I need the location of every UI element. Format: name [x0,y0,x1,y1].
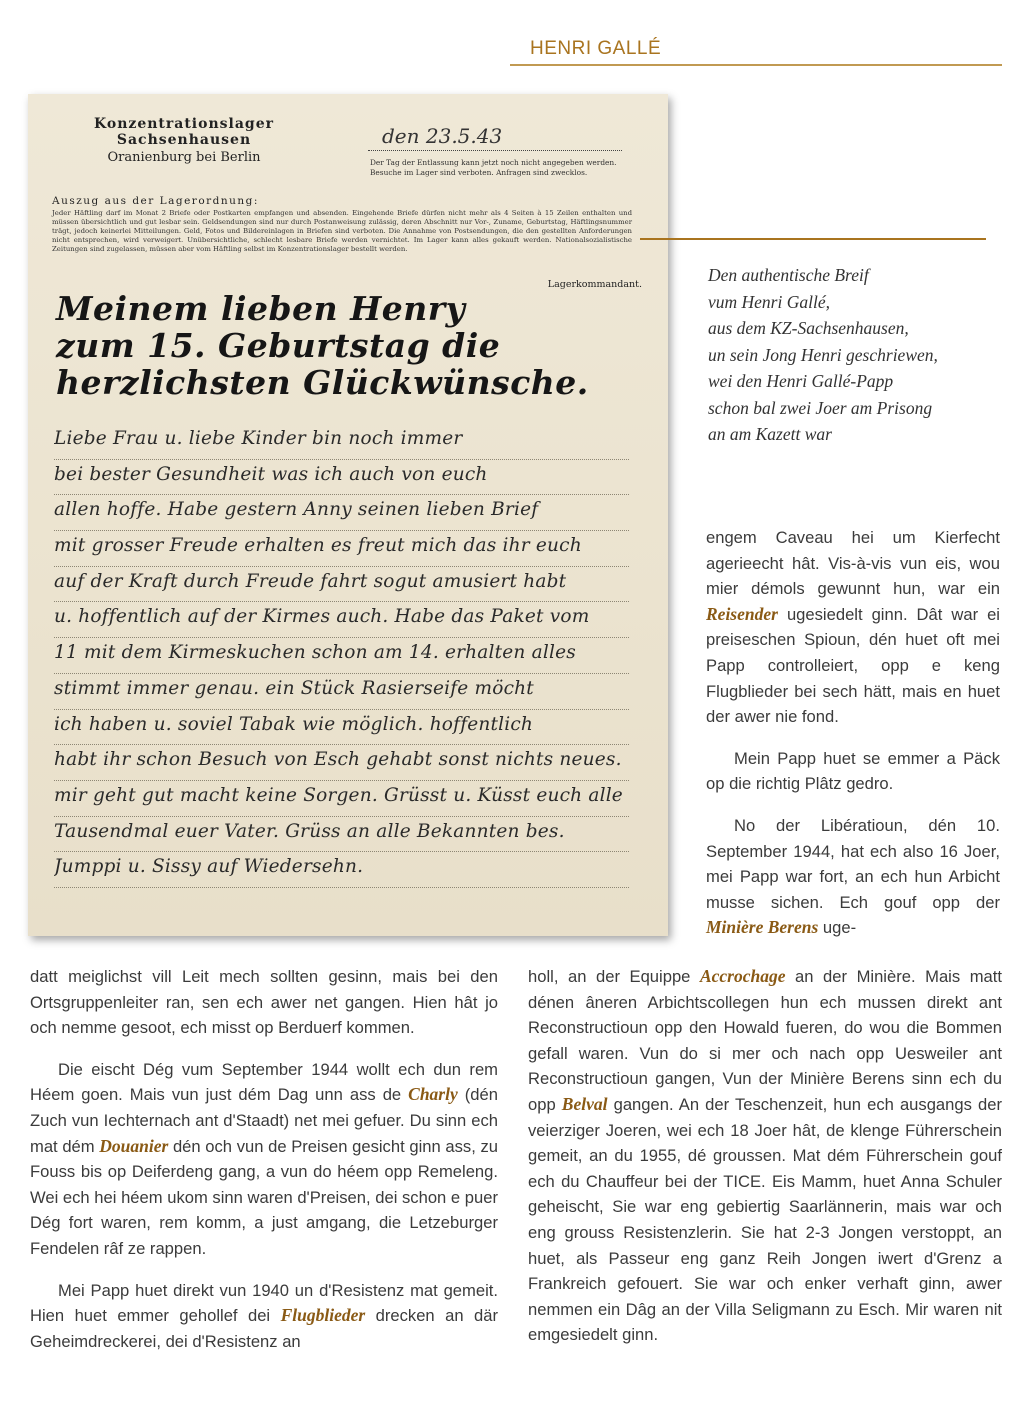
body-column-right-bottom [528,964,1002,1364]
caption-line: an am Kazett war [708,424,832,444]
text-run: Die eischt Dég vum September 1944 wollt ech dun rem Héem goen. Mais vun just dém Dag unn ass de [30,1059,498,1105]
handwriting-line: Liebe Frau u. liebe Kinder bin noch immer [54,424,629,460]
caption-line: Den authentische Breif [708,265,869,285]
greeting-line: herzlichsten Glückwünsche. [56,363,589,402]
handwriting-line: bei bester Gesundheit was ich auch von euch [54,460,629,496]
body-column-left [30,964,498,1370]
caption-line: aus dem KZ-Sachsenhausen, [708,318,909,338]
caption-line: schon bal zwei Joer am Prisong [708,397,933,418]
caption-line: wei den Henri Gallé-Papp [708,371,894,391]
highlight-term: Minière Berens [706,917,819,938]
greeting-line: zum 15. Geburtstag die [56,326,501,365]
letter-rules-title: Auszug aus der Lagerordnung: [52,195,259,207]
letterhead-line-3: Oranienburg bei Berlin [107,150,261,165]
text-run: holl, an der Equippe [528,967,700,986]
letter-greeting [56,290,668,401]
highlight-term: Belval [561,1093,608,1114]
photo-caption [708,262,998,448]
handwriting-line: u. hoffentlich auf der Kirmes auch. Habe das Paket vom [54,602,629,638]
caption-rule [640,238,986,240]
text-run: drecken an där Geheimdreckerei, dei d'Resistenz an [30,1306,498,1351]
letter-scan [28,94,668,936]
body-paragraph: datt meiglichst vill Leit mech sollten gesinn, mais bei den Ortsgruppenleiter ran, sen ech awer net gangen. Hien hât jo och nemme gesoot, ech misst op Berduerf kommen. [30,967,498,1038]
text-run: No der Libératioun, dén 10. September 1944, hat ech also 16 Joer, mei Papp war fort, an ech hun Arbicht musse sichen. Ech gouf opp der [706,815,1000,912]
handwriting-line: ich haben u. soviel Tabak wie möglich. hoffentlich [54,710,629,746]
body-paragraph [706,525,1000,730]
text-run: Mei Papp huet direkt vun 1940 un d'Resistenz mat gemeit. Hien huet emmer gehollef dei [30,1280,498,1326]
letterhead-line-1: Konzentrationslager [94,116,274,132]
handwriting-line: mir geht gut macht keine Sorgen. Grüsst u. Küsst euch alle [54,781,629,817]
body-paragraph [30,1278,498,1355]
handwriting-line: auf der Kraft durch Freude fahrt sogut amusiert habt [54,567,629,603]
letter-rules-text: Jeder Häftling darf im Monat 2 Briefe oder Postkarten empfangen und absenden. Eingehende Briefe dürfen nicht mehr als 4 Seiten à 15 Zeilen enthalten und müssen übersichtlich und gut lesbar sein. Geldsendungen sind nur durch Postanweisung zulässig, deren Abschnitt nur Vor-, Zuname, Geburtstag, Häftlingsnummer trägt, jedoch keinerlei Mitteilungen. Geld, Fotos und Bildereinlagen in Briefen sind verboten. Die Annahme von Postsendungen, die den gestellten Anforderungen nicht entsprechen, wird verweigert. Unübersichtliche, schlecht lesbare Briefe werden vernichtet. Im Lager kann alles gekauft werden. Nationalsozialistische Zeitungen sind zugelassen, müssen aber vom Häftling selbst im Konzentrationslager bestellt werden. [52,209,632,254]
text-run: (dén Zuch vun Iechternach ant d'Staadt) net mei gefuer. Du sinn ech mat dém [30,1085,498,1156]
handwriting-line: stimmt immer genau. ein Stück Rasierseife möcht [54,674,629,710]
highlight-term: Accrochage [699,966,786,986]
letter-letterhead [54,116,314,165]
handwriting-line: Tausendmal euer Vater. Grüss an alle Bekannten bes. [54,817,629,853]
letterhead-line-2: Sachsenhausen [116,132,252,148]
text-run: gangen. An der Teschenzeit, hun ech ausgangs der veierziger Joeren, wei ech 18 Joer hât, de klenge Führerschein gemeit, an du 1955, dé groussen. Mat dém Führerschein gouf ech du Chauffeur bei der TICE. Eis Mamm, huet Anna Schuler geheischt, Sie war eng gebiertig Saarlännerin, mais war och eng grouss Resistenzlerin. Sie hat 2-3 Jongen verstoppt, an huet, als Passeur eng ganz Reih Jongen iwert d'Grenz a Frankreich gefouert. Sie war och enker verhaft ginn, awer nemmen ein Dâg an der Villa Seligmann zu Esch. Mir waren nit emgesiedelt ginn. [528,1094,1002,1345]
letter-notice: Der Tag der Entlassung kann jetzt noch nicht angegeben werden. Besuche im Lager sind verboten. Anfragen sind zwecklos. [370,158,617,177]
body-paragraph [706,813,1000,941]
letter-date: den 23.5.43 [368,124,622,151]
highlight-term: Reisender [706,603,778,624]
text-run: uge- [818,918,857,938]
body-paragraph [30,1057,498,1262]
text-run: engem Caveau hei um Kierfecht agerieecht hât. Vis-à-vis vun eis, wou mier démols gewunnt hun, war ein [706,528,1000,599]
text-run: ugesiedelt ginn. Dât war ei preiseschen Spioun, dén huet oft mei Papp controlleiert, opp e keng Flugblieder bei sech hätt, mais en huet der awer nie fond. [706,604,1000,727]
caption-line: un sein Jong Henri geschriewen, [708,344,938,365]
text-run: dén och vun de Preisen gesicht ginn ass, zu Fouss bis op Deiferdeng gang, a vun do héem opp Remeleng. Wei ech hei héem ukom sinn waren d'Preisen, dei schon e puer Dég fort waren, rem komm, a just amgang, die Letzeburger Fendelen râf ze rappen. [30,1136,498,1258]
caption-line: vum Henri Gallé, [708,291,830,312]
highlight-term: Douanier [99,1135,169,1156]
body-column-right-top [706,525,1000,957]
text-run: an der Minière. Mais matt dénen âneren Arbichtscollegen hun ech mussen direkt ant Reconstructioun opp den Howald fueren, do wou die Bommen gefall waren. Vun do si mer och nach opp Uesweiler ant Reconstructioun gangen, Vun der Minière Berens sinn ech du opp [528,967,1002,1114]
handwriting-line: mit grosser Freude erhalten es freut mich das ihr euch [54,531,629,567]
page-header-title: HENRI GALLÉ [530,38,662,59]
header-rule [510,64,1002,66]
handwriting-line: Jumppi u. Sissy auf Wiedersehn. [54,852,629,888]
highlight-term: Charly [408,1084,458,1105]
letter-handwriting [54,424,629,888]
handwriting-line: allen hoffe. Habe gestern Anny seinen lieben Brief [54,495,629,531]
highlight-term: Flugblieder [280,1305,366,1326]
body-paragraph: Mein Papp huet se emmer a Päck op die richtig Plâtz gedro. [706,748,1000,794]
body-paragraph [528,964,1002,1348]
letter-kommandant: Lagerkommandant. [547,279,642,290]
handwriting-line: 11 mit dem Kirmeskuchen schon am 14. erhalten alles [54,638,629,674]
handwriting-line: habt ihr schon Besuch von Esch gehabt sonst nichts neues. [54,745,629,781]
greeting-line: Meinem lieben Henry [56,289,466,328]
